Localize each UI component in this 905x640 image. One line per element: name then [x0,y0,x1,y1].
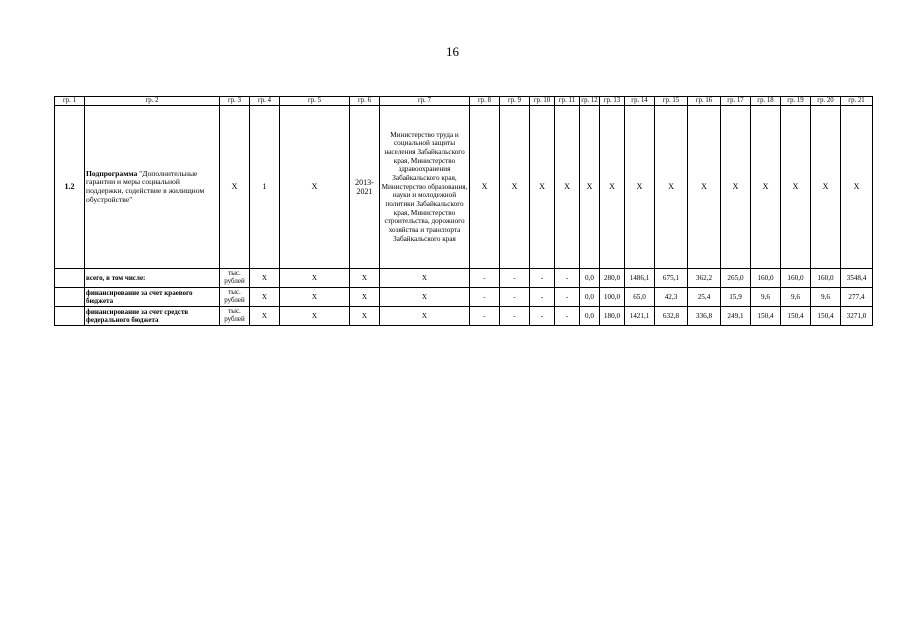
cell [55,307,85,326]
unit-cell: тыс. рублей [220,288,250,307]
cell: X [350,269,380,288]
header-cell: гр. 8 [470,97,500,106]
cell: X [500,106,530,269]
cell: X [530,106,555,269]
regional-budget-row [55,288,873,307]
header-cell: гр. 9 [500,97,530,106]
cell: X [781,106,811,269]
header-cell: гр. 6 [350,97,380,106]
cell: X [250,307,280,326]
cell: - [530,269,555,288]
cell: 160,0 [811,269,841,288]
cell [55,288,85,307]
cell: X [841,106,873,269]
cell: X [580,106,600,269]
cell: 150,4 [781,307,811,326]
cell: 160,0 [781,269,811,288]
cell: 249,1 [721,307,751,326]
cell: X [280,269,350,288]
cell: - [555,288,580,307]
header-cell: гр. 10 [530,97,555,106]
header-cell: гр. 18 [751,97,781,106]
header-cell: гр. 3 [220,97,250,106]
cell: - [500,307,530,326]
cell: 150,4 [811,307,841,326]
cell: X [625,106,655,269]
cell: - [500,269,530,288]
cell: 15,9 [721,288,751,307]
cell: X [220,106,250,269]
cell: X [811,106,841,269]
cell: X [350,288,380,307]
cell: X [555,106,580,269]
cell: - [500,288,530,307]
cell: 3271,0 [841,307,873,326]
cell: - [470,269,500,288]
cell: 362,2 [688,269,721,288]
cell: X [721,106,751,269]
cell: 160,0 [751,269,781,288]
cell: - [530,307,555,326]
cell: - [555,307,580,326]
cell: X [600,106,625,269]
cell: X [380,307,470,326]
cell: 336,8 [688,307,721,326]
header-cell: гр. 1 [55,97,85,106]
program-table [54,96,873,326]
header-cell: гр. 2 [85,97,220,106]
cell: 675,1 [655,269,688,288]
cell: 25,4 [688,288,721,307]
header-cell: гр. 19 [781,97,811,106]
unit-cell: тыс. рублей [220,269,250,288]
header-cell: гр. 13 [600,97,625,106]
cell: 0,0 [580,288,600,307]
cell: X [250,288,280,307]
subprogram-row [55,106,873,269]
cell: 9,6 [751,288,781,307]
row-label: финансирование за счет средств федерального бюджета [85,307,220,326]
row-label: всего, в том числе: [85,269,220,288]
federal-budget-row [55,307,873,326]
row-number: 1.2 [55,106,85,269]
header-row [55,97,873,106]
cell: - [470,288,500,307]
cell: 65,0 [625,288,655,307]
unit-cell: тыс. рублей [220,307,250,326]
subprogram-name: Подпрограмма "Дополнительные гарантии и меры социальной поддержки, содействие в жилищном обустройстве" [85,106,220,269]
cell: 9,6 [781,288,811,307]
cell: 265,0 [721,269,751,288]
cell: X [380,288,470,307]
cell: 9,6 [811,288,841,307]
cell: - [470,307,500,326]
cell: X [470,106,500,269]
header-cell: гр. 15 [655,97,688,106]
header-cell: гр. 17 [721,97,751,106]
cell: 0,0 [580,307,600,326]
cell: X [250,269,280,288]
cell: 0,0 [580,269,600,288]
cell: X [280,307,350,326]
cell: 180,0 [600,307,625,326]
period-cell: 2013-2021 [350,106,380,269]
cell: 280,0 [600,269,625,288]
cell: 150,4 [751,307,781,326]
header-cell: гр. 12 [581,97,598,105]
row-label: финансирование за счет краевого бюджета [85,288,220,307]
cell: 1421,1 [625,307,655,326]
executors-cell: Министерство труда и социальной защиты населения Забайкальского края, Министерство здравоохранения Забайкальского края, Министерство образования, науки и молодежной политики Забайкальского края, Министерство строительства, дорожного хозяйства и транспорта Забайкальского края [380,106,470,269]
cell: X [280,288,350,307]
header-cell: гр. 5 [280,97,350,106]
cell: 42,3 [655,288,688,307]
header-cell: гр. 4 [250,97,280,106]
cell: X [688,106,721,269]
cell: X [380,269,470,288]
cell: 632,8 [655,307,688,326]
header-cell: гр. 20 [811,97,841,106]
cell: X [280,106,350,269]
cell: - [530,288,555,307]
cell: X [350,307,380,326]
cell: 277,4 [841,288,873,307]
cell: X [655,106,688,269]
header-cell: гр. 16 [688,97,721,106]
header-cell: гр. 21 [841,97,873,106]
header-cell: гр. 14 [625,97,655,106]
total-row [55,269,873,288]
cell: 3548,4 [841,269,873,288]
cell [55,269,85,288]
cell: 100,0 [600,288,625,307]
page-number: 16 [446,44,459,59]
header-cell: гр. 7 [380,97,470,106]
cell: 1 [250,106,280,269]
cell: X [751,106,781,269]
cell: 1486,1 [625,269,655,288]
header-cell: гр. 11 [555,97,580,106]
cell: - [555,269,580,288]
